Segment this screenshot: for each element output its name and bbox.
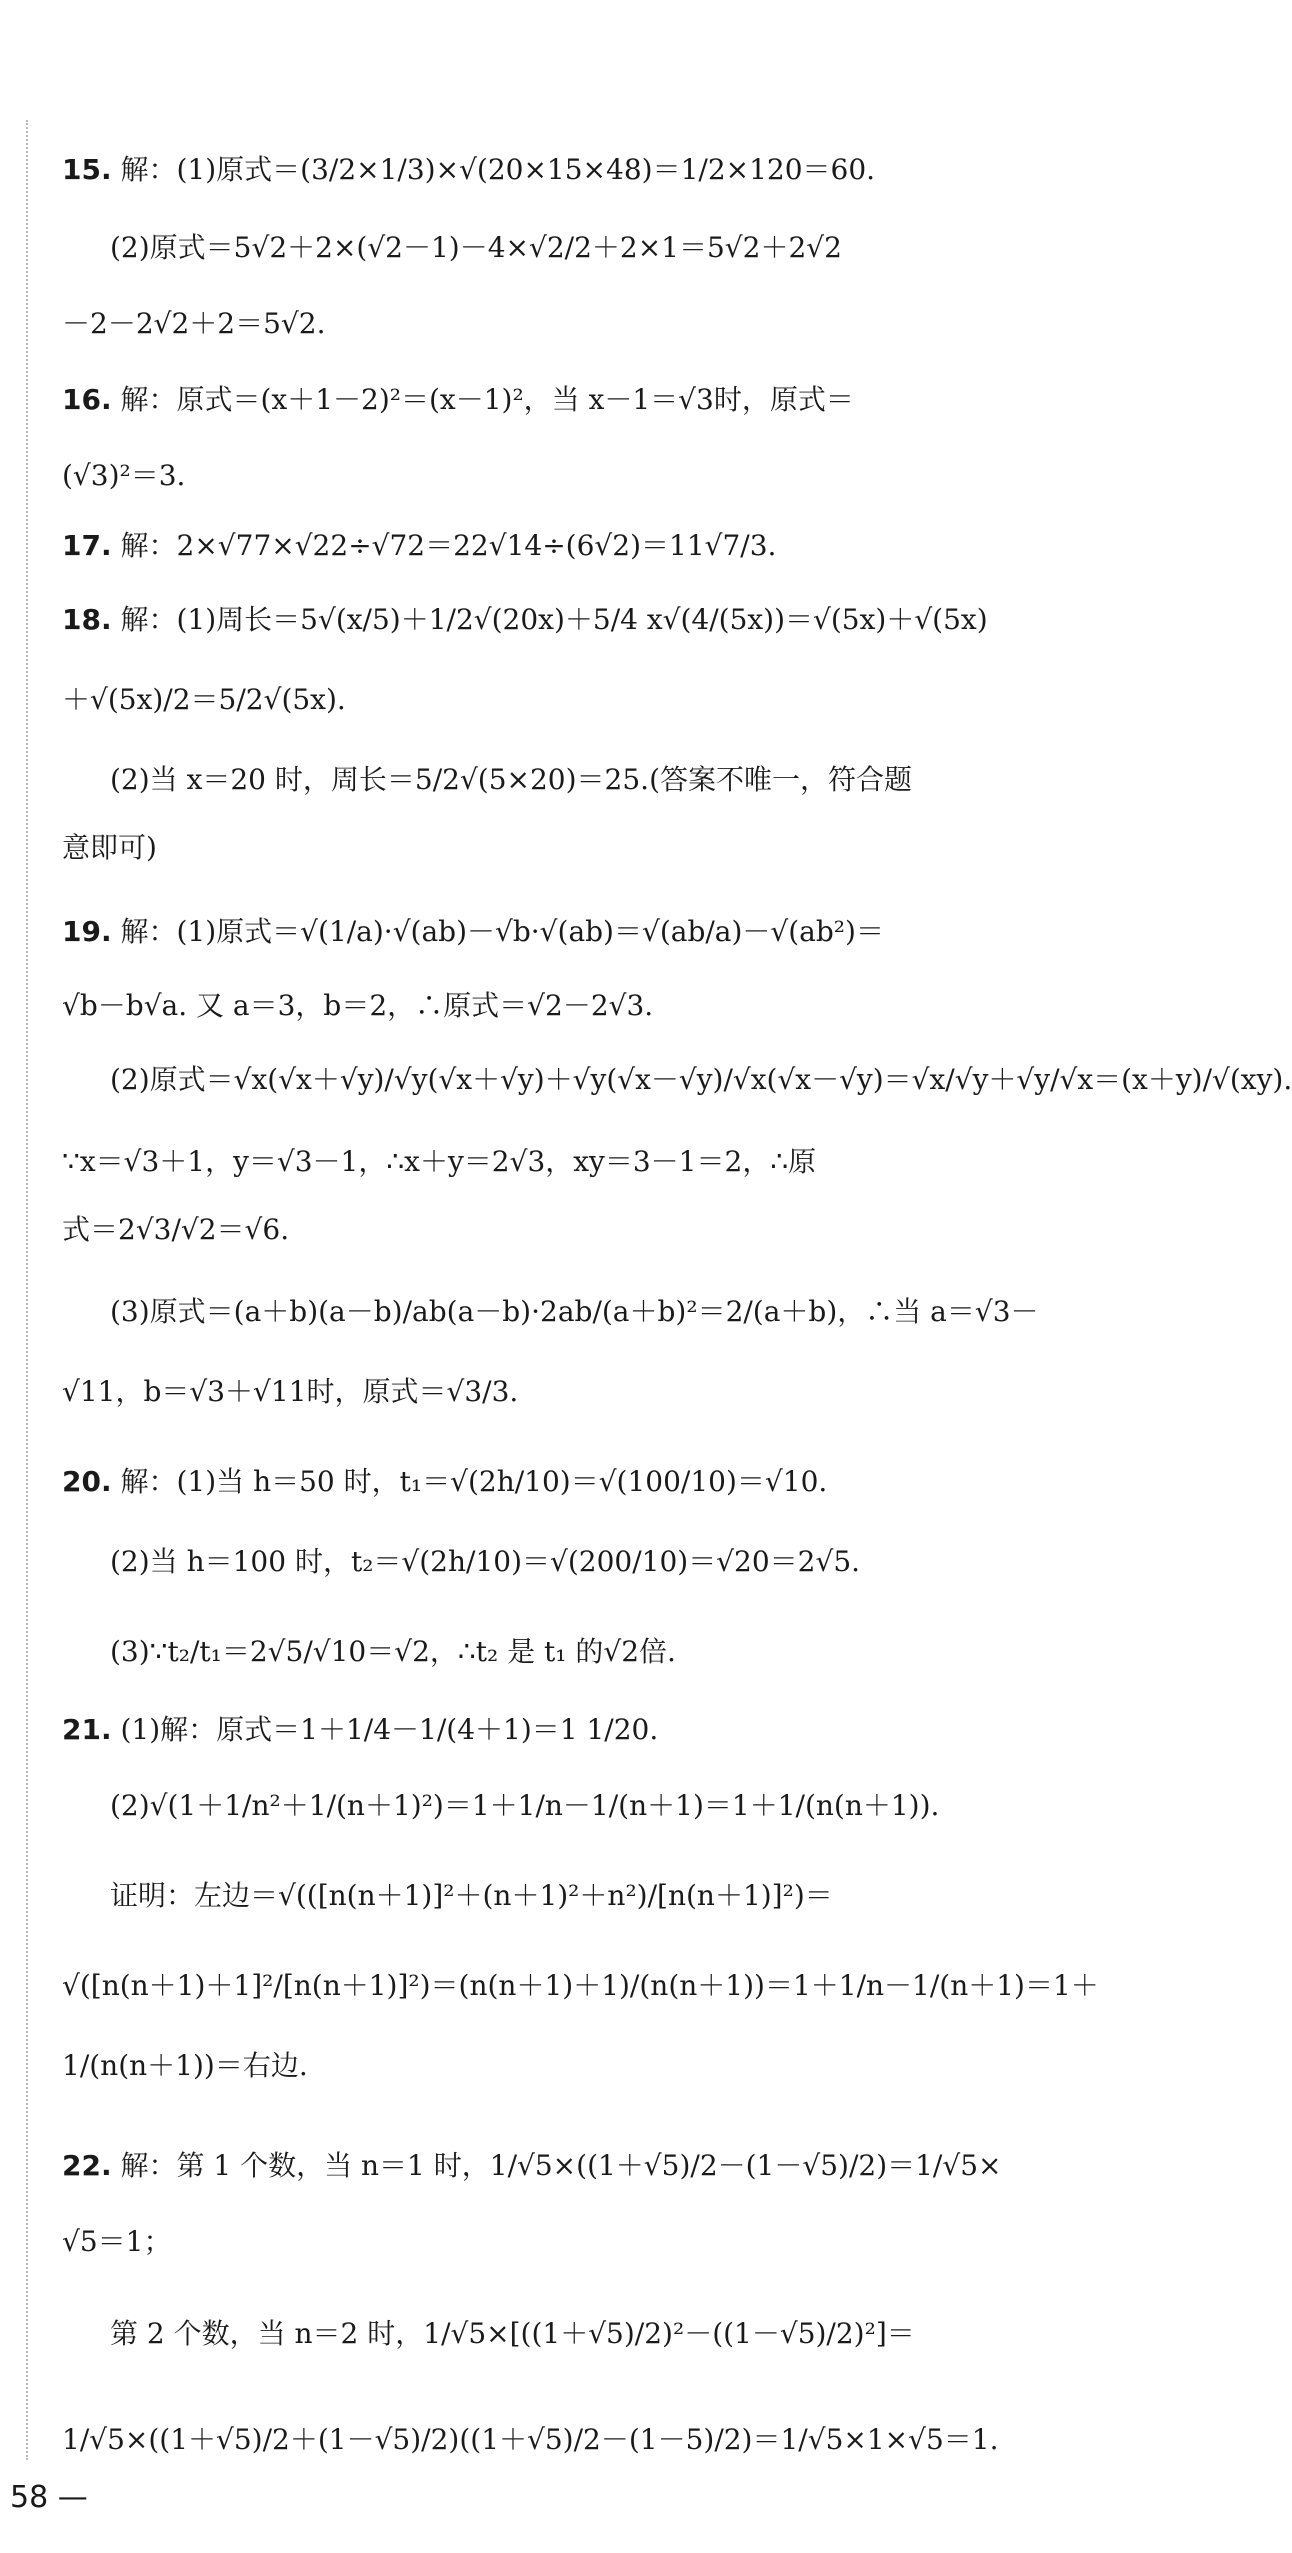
solution-line — [62, 1710, 903, 1750]
solution-text: ＋√(5x)/2＝5/2√(5x). — [62, 683, 346, 716]
solution-text: 意即可) — [62, 831, 157, 864]
solution-line — [62, 2046, 903, 2086]
solution-line — [62, 1210, 903, 1250]
solution-line — [110, 1292, 1039, 1332]
solution-line — [110, 760, 912, 800]
solution-line — [110, 1060, 1292, 1100]
solution-text: (3)原式＝(a＋b)(a－b)/ab(a－b)·2ab/(a＋b)²＝2/(a＋b)，∴当 a＝√3－ — [110, 1295, 1039, 1328]
solution-text: 1/√5×((1＋√5)/2＋(1－√5)/2)((1＋√5)/2－(1－5)/2)＝1/√5×1×√5＝1. — [62, 2423, 999, 2456]
problem-number: 20. — [62, 1465, 112, 1498]
solution-text: √([n(n＋1)＋1]²/[n(n＋1)]²)＝(n(n＋1)＋1)/(n(n＋1))＝1＋1/n－1/(n＋1)＝1＋ — [62, 1969, 1099, 2002]
solution-text: 解：原式＝(x＋1－2)²＝(x－1)²，当 x－1＝√3时，原式＝ — [111, 383, 854, 416]
page-number: 58 — — [10, 2480, 88, 2515]
solution-line — [62, 380, 903, 420]
solution-text: 解：2×√77×√22÷√72＝22√14÷(6√2)＝11√7/3. — [111, 529, 777, 562]
solution-line — [62, 1142, 903, 1182]
solution-line — [62, 828, 903, 868]
solution-line — [62, 986, 903, 1026]
solution-line — [62, 1966, 1099, 2006]
solution-text: 证明：左边＝√(([n(n＋1)]²＋(n＋1)²＋n²)/[n(n＋1)]²)＝ — [110, 1879, 833, 1912]
solution-line — [62, 2146, 1002, 2186]
solution-text: 解：(1)原式＝(3/2×1/3)×√(20×15×48)＝1/2×120＝60. — [111, 153, 876, 186]
problem-number: 16. — [62, 383, 112, 416]
solution-text: (3)∵t₂/t₁＝2√5/√10＝√2，∴t₂ 是 t₁ 的√2倍. — [110, 1635, 676, 1668]
solution-line — [62, 526, 903, 566]
solution-text: (2)原式＝5√2＋2×(√2－1)－4×√2/2＋2×1＝5√2＋2√2 — [110, 231, 842, 264]
solution-text: √5＝1； — [62, 2225, 172, 2258]
solution-line — [62, 680, 903, 720]
solution-line — [62, 912, 903, 952]
solution-line — [62, 1462, 903, 1502]
solution-text: √b－b√a. 又 a＝3，b＝2，∴原式＝√2－2√3. — [62, 989, 654, 1022]
solution-text: (2)原式＝√x(√x＋√y)/√y(√x＋√y)＋√y(√x－√y)/√x(√x－√y)＝√x/√y＋√y/√x＝(x＋y)/√(xy). — [110, 1063, 1292, 1096]
margin-dotted-line — [26, 120, 28, 2460]
problem-number: 19. — [62, 915, 112, 948]
solution-text: √11，b＝√3＋√11时，原式＝√3/3. — [62, 1375, 519, 1408]
solution-text: (2)当 h＝100 时，t₂＝√(2h/10)＝√(200/10)＝√20＝2√5. — [110, 1545, 861, 1578]
solution-text: 解：(1)原式＝√(1/a)·√(ab)－√b·√(ab)＝√(ab/a)－√(ab²)＝ — [111, 915, 884, 948]
solution-line — [62, 304, 903, 344]
problem-number: 17. — [62, 529, 112, 562]
solution-text: 式＝2√3/√2＝√6. — [62, 1213, 290, 1246]
solution-line — [110, 1876, 903, 1916]
solution-line — [62, 600, 988, 640]
solution-line — [62, 456, 903, 496]
solution-text: －2－2√2＋2＝5√2. — [62, 307, 326, 340]
solution-line — [62, 1372, 903, 1412]
solution-text: (2)√(1＋1/n²＋1/(n＋1)²)＝1＋1/n－1/(n＋1)＝1＋1/(n(n＋1)). — [110, 1789, 940, 1822]
solution-text: ∵x＝√3＋1，y＝√3－1，∴x＋y＝2√3，xy＝3－1＝2，∴原 — [62, 1145, 817, 1178]
solution-text: 解：(1)当 h＝50 时，t₁＝√(2h/10)＝√(100/10)＝√10. — [111, 1465, 828, 1498]
problem-number: 15. — [62, 153, 112, 186]
solution-line — [110, 1786, 940, 1826]
solution-line — [110, 1542, 903, 1582]
problem-number: 21. — [62, 1713, 112, 1746]
solution-text: 第 2 个数，当 n＝2 时，1/√5×[((1＋√5)/2)²－((1－√5)/2)²]＝ — [110, 2317, 915, 2350]
problem-number: 22. — [62, 2149, 112, 2182]
solution-line — [110, 228, 903, 268]
solution-text: (√3)²＝3. — [62, 459, 186, 492]
solution-line — [110, 1632, 903, 1672]
solution-text: 解：第 1 个数，当 n＝1 时，1/√5×((1＋√5)/2－(1－√5)/2)＝1/√5× — [111, 2149, 1002, 2182]
solution-text: 解：(1)周长＝5√(x/5)＋1/2√(20x)＋5/4 x√(4/(5x))＝√(5x)＋√(5x) — [111, 603, 988, 636]
solution-line — [62, 2420, 999, 2460]
solution-line — [62, 2222, 903, 2262]
solution-text: (1)解：原式＝1＋1/4－1/(4＋1)＝1 1/20. — [111, 1713, 659, 1746]
solution-line — [62, 150, 903, 190]
problem-number: 18. — [62, 603, 112, 636]
solution-line — [110, 2314, 915, 2354]
solution-text: 1/(n(n＋1))＝右边. — [62, 2049, 308, 2082]
solution-text: (2)当 x＝20 时，周长＝5/2√(5×20)＝25.(答案不唯一，符合题 — [110, 763, 912, 796]
